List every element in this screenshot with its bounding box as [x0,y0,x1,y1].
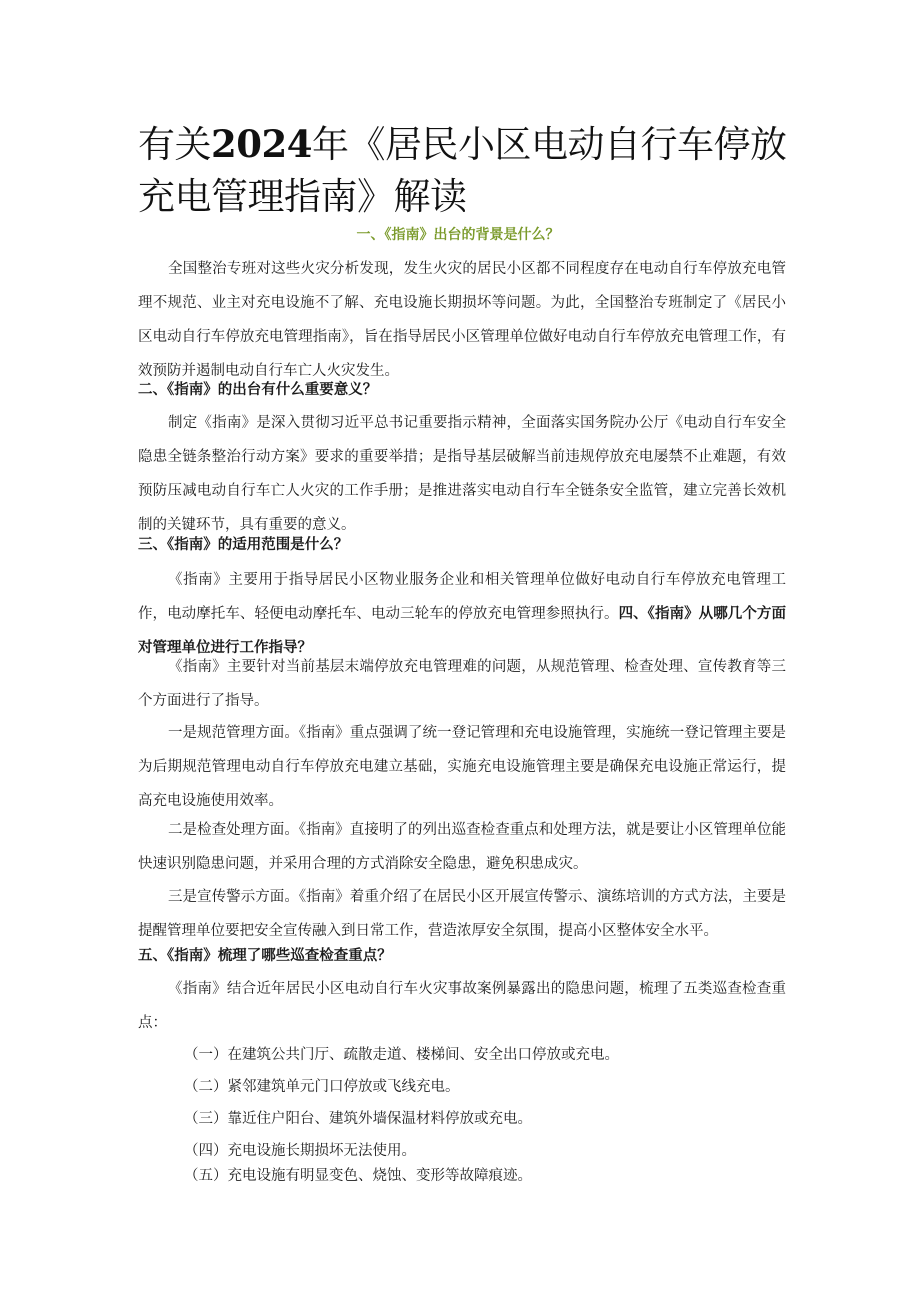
section-3-heading: 三、《指南》的适用范围是什么？ [138,537,349,553]
list-item: （二）紧邻建筑单元门口停放或飞线充电。 [184,1079,460,1095]
section-3-text: 《指南》主要用于指导居民小区物业服务企业和相关管理单位做好电动自行车停放充电管理工作，电动摩托车、轻便电动摩托车、电动三轮车的停放充电管理参照执行。 [138,572,786,622]
title-prefix: 有关 [138,123,211,166]
list-item: （五）充电设施有明显变色、烧蚀、变形等故障痕迹。 [184,1168,532,1184]
list-item: （一）在建筑公共门厅、疏散走道、楼梯间、安全出口停放或充电。 [184,1047,619,1063]
section-1-paragraph: 全国整治专班对这些火灾分析发现，发生火灾的居民小区都不同程度存在电动自行车停放充电管理不规范、业主对充电设施不了解、充电设施长期损坏等问题。为此，全国整治专班制定了《居民小区电动自行车停放充电管理指南》，旨在指导居民小区管理单位做好电动自行车停放充电管理工作，有效预防并遏制电动自行车亡人火灾发生。 [138,261,786,379]
title-rest: 年《居民小区电动自行车停放充电管理指南》解读 [138,123,787,218]
list-item: （四）充电设施长期损坏无法使用。 [184,1143,416,1159]
section-4-paragraph-2: 一是规范管理方面。《指南》重点强调了统一登记管理和充电设施管理，实施统一登记管理主要是为后期规范管理电动自行车停放充电建立基础，实施充电设施管理主要是确保充电设施正常运行，提高充电设施使用效率。 [138,725,786,809]
section-4-heading: 四、《指南》从哪几个方面对管理单位进行工作指导？ [138,606,786,656]
document-title [138,118,798,223]
list-item: （三）靠近住户阳台、建筑外墙保温材料停放或充电。 [184,1111,532,1127]
section-2-paragraph: 制定《指南》是深入贯彻习近平总书记重要指示精神，全面落实国务院办公厅《电动自行车安全隐患全链条整治行动方案》要求的重要举措；是指导基层破解当前违规停放充电屡禁不止难题，有效预防压减电动自行车亡人火灾的工作手册；是推进落实电动自行车全链条安全监管，建立完善长效机制的关键环节，具有重要的意义。 [138,415,786,533]
section-4-paragraph-3: 二是检查处理方面。《指南》直接明了的列出巡查检查重点和处理方法，就是要让小区管理单位能快速识别隐患问题，并采用合理的方式消除安全隐患，避免积患成灾。 [138,822,786,872]
section-5-paragraph: 《指南》结合近年居民小区电动自行车火灾事故案例暴露出的隐患问题，梳理了五类巡查检查重点： [138,981,786,1031]
section-4-paragraph-4: 三是宣传警示方面。《指南》着重介绍了在居民小区开展宣传警示、演练培训的方式方法，主要是提醒管理单位要把安全宣传融入到日常工作，营造浓厚安全氛围，提高小区整体安全水平。 [138,889,786,939]
title-year: 2024 [211,122,312,166]
section-1-heading: 一、《指南》出台的背景是什么？ [356,227,560,243]
section-2-heading: 二、《指南》的出台有什么重要意义？ [138,382,378,398]
section-4-paragraph-1: 《指南》主要针对当前基层末端停放充电管理难的问题，从规范管理、检查处理、宣传教育等三个方面进行了指导。 [138,659,786,709]
section-5-heading: 五、《指南》梳理了哪些巡查检查重点？ [138,948,392,964]
